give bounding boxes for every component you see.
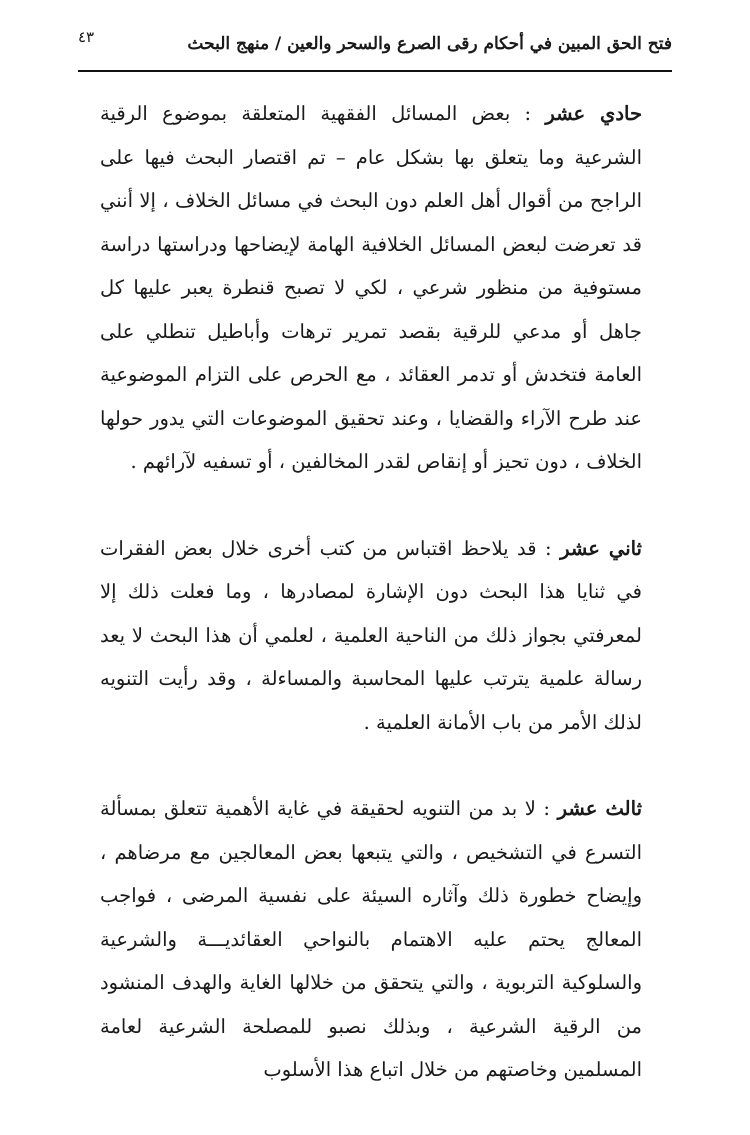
page-body (100, 92, 642, 1135)
page-number: ٤٣ (78, 28, 95, 46)
paragraph-heading: حادي عشر (545, 102, 642, 125)
paragraph-text: : لا بد من التنويه لحقيقة في غاية الأهمية تتعلق بمسألة التسرع في التشخيص ، والتي يتبعها بعض المعالجين مع مرضاهم ، وإيضاح خطورة ذلك وآثاره السيئة على نفسية المرضى ، فواجب المعالج يحتم عليه الاهتمام بالنواحي العقائديـــة والشرعية والسلوكية التربوية ، والتي يتحقق من خلالها الغاية والهدف المنشود من الرقية الشرعية ، وبذلك نصبو للمصلحة الشرعية لعامة المسلمين وخاصتهم من خلال اتباع هذا الأسلوب (100, 797, 642, 1081)
paragraph-text: : قد يلاحظ اقتباس من كتب أخرى خلال بعض الفقرات في ثنايا هذا البحث دون الإشارة لمصادرها ، وما فعلت ذلك إلا لمعرفتي بجواز ذلك من الناحية العلمية ، لعلمي أن هذا البحث لا يعد رسالة علمية يترتب عليها المحاسبة والمساءلة ، وقد رأيت التنويه لذلك الأمر من باب الأمانة العلمية . (100, 536, 642, 734)
paragraph-text: : بعض المسائل الفقهية المتعلقة بموضوع الرقية الشرعية وما يتعلق بها بشكل عام – تم اقتصار البحث فيها على الراجح من أقوال أهل العلم دون البحث في مسائل الخلاف ، إلا أنني قد تعرضت لبعض المسائل الخلافية الهامة لإيضاحها ودراستها دراسة مستوفية من منظور شرعي ، لكي لا تصبح قنطرة يعبر عليها كل جاهل أو مدعي للرقية بقصد تمرير ترهات وأباطيل تنطلي على العامة فتخدش أو تدمر العقائد ، مع الحرص على التزام الموضوعية عند طرح الآراء والقضايا ، وعند تحقيق الموضوعات التي يدور حولها الخلاف ، دون تحيز أو إنقاص لقدر المخالفين ، أو تسفيه لآرائهم . (100, 102, 642, 473)
paragraph-thirteenth (100, 787, 642, 1092)
paragraph-heading: ثاني عشر (560, 536, 642, 560)
header-divider (78, 70, 672, 72)
paragraph-heading: ثالث عشر (557, 797, 642, 820)
paragraph-twelfth (100, 527, 642, 745)
running-title: فتح الحق المبين في أحكام رقى الصرع والسحر والعين / منهج البحث (187, 34, 672, 54)
paragraph-eleventh (100, 92, 642, 484)
page-header (78, 28, 672, 68)
